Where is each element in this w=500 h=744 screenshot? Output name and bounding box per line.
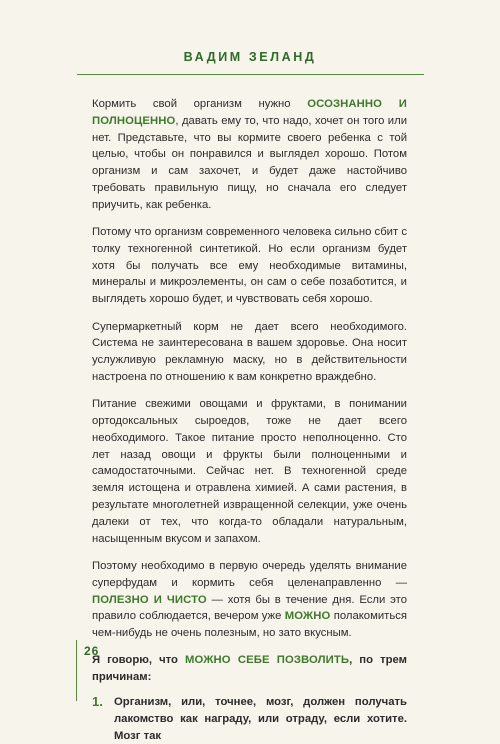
page-number: 26: [84, 644, 100, 658]
paragraph-5: [92, 558, 407, 642]
highlight-allow-yourself: МОЖНО СЕБЕ ПОЗВОЛИТЬ: [184, 654, 350, 667]
paragraph-1: [92, 96, 407, 214]
highlight-useful-clean: ПОЛЕЗНО И ЧИСТО: [92, 593, 207, 606]
highlight-conscious-full: ОСОЗНАННО И ПОЛНОЦЕННО: [92, 98, 407, 127]
header-divider: [77, 74, 424, 75]
list-item-1: [92, 694, 407, 744]
text-span: — хотя бы в течение дня. Если это правило соблюдается, вечером уже: [92, 593, 407, 623]
paragraph-3: Супермаркетный корм не дает всего необходимого. Система не заинтересована в вашем здоровье. Она носит услужливую рекламную маску, но в действительности настроена по отношению к вам конкретно враждебно.: [92, 320, 407, 383]
footer-side-rule: [76, 640, 77, 701]
running-head-author: ВАДИМ ЗЕЛАНД: [183, 50, 317, 64]
list-number: 1.: [92, 694, 103, 709]
paragraph-6-lead: [92, 652, 407, 686]
body-text: [92, 96, 407, 744]
list-item-text: Организм, или, точнее, мозг, должен получать лакомство как награду, или отраду, если хотите. Мозг так: [114, 696, 407, 742]
text-span: Поэтому необходимо в первую очередь уделять внимание суперфудам и кормить себя целенаправленно —: [92, 559, 407, 589]
text-span: , по трем причинам:: [92, 654, 407, 684]
highlight-can: МОЖНО: [284, 610, 331, 623]
text-span: полакомиться чем-нибудь не очень полезным, но зато вкусным.: [92, 610, 407, 640]
text-span: Кормить свой организм нужно: [92, 98, 308, 110]
text-span: Я говорю, что: [92, 654, 185, 667]
paragraph-2: Потому что организм современного человека сильно сбит с толку техногенной синтетикой. Но если организм будет хотя бы получать все ему необходимые витамины, минералы и микроэлементы, он сам о себе позаботится, и выглядеть хорошо будет, и чувствовать себя хорошо.: [92, 226, 407, 306]
text-span: , давать ему то, что надо, хочет он того или нет. Представьте, что вы кормите своего ребенка с той целью, чтобы он понравился и выглядел хорошо. Потом организм и сам захочет, и будет даже настойчиво требовать правильную пищу, но сначала его следует приучить, как ребенка.: [92, 114, 407, 211]
paragraph-4: Питание свежими овощами и фруктами, в понимании ортодоксальных сыроедов, тоже не дает всего необходимого. Такое питание просто неполноценно. Сто лет назад овощи и фрукты были полноценными и самодостаточными. Сейчас нет. В техногенной среде земля истощена и отравлена химией. А сами растения, в результате многолетней извращенной селекции, уже очень далеки от тех, что когда-то обладали натуральным, насыщенным вкусом и запахом.: [92, 398, 407, 545]
